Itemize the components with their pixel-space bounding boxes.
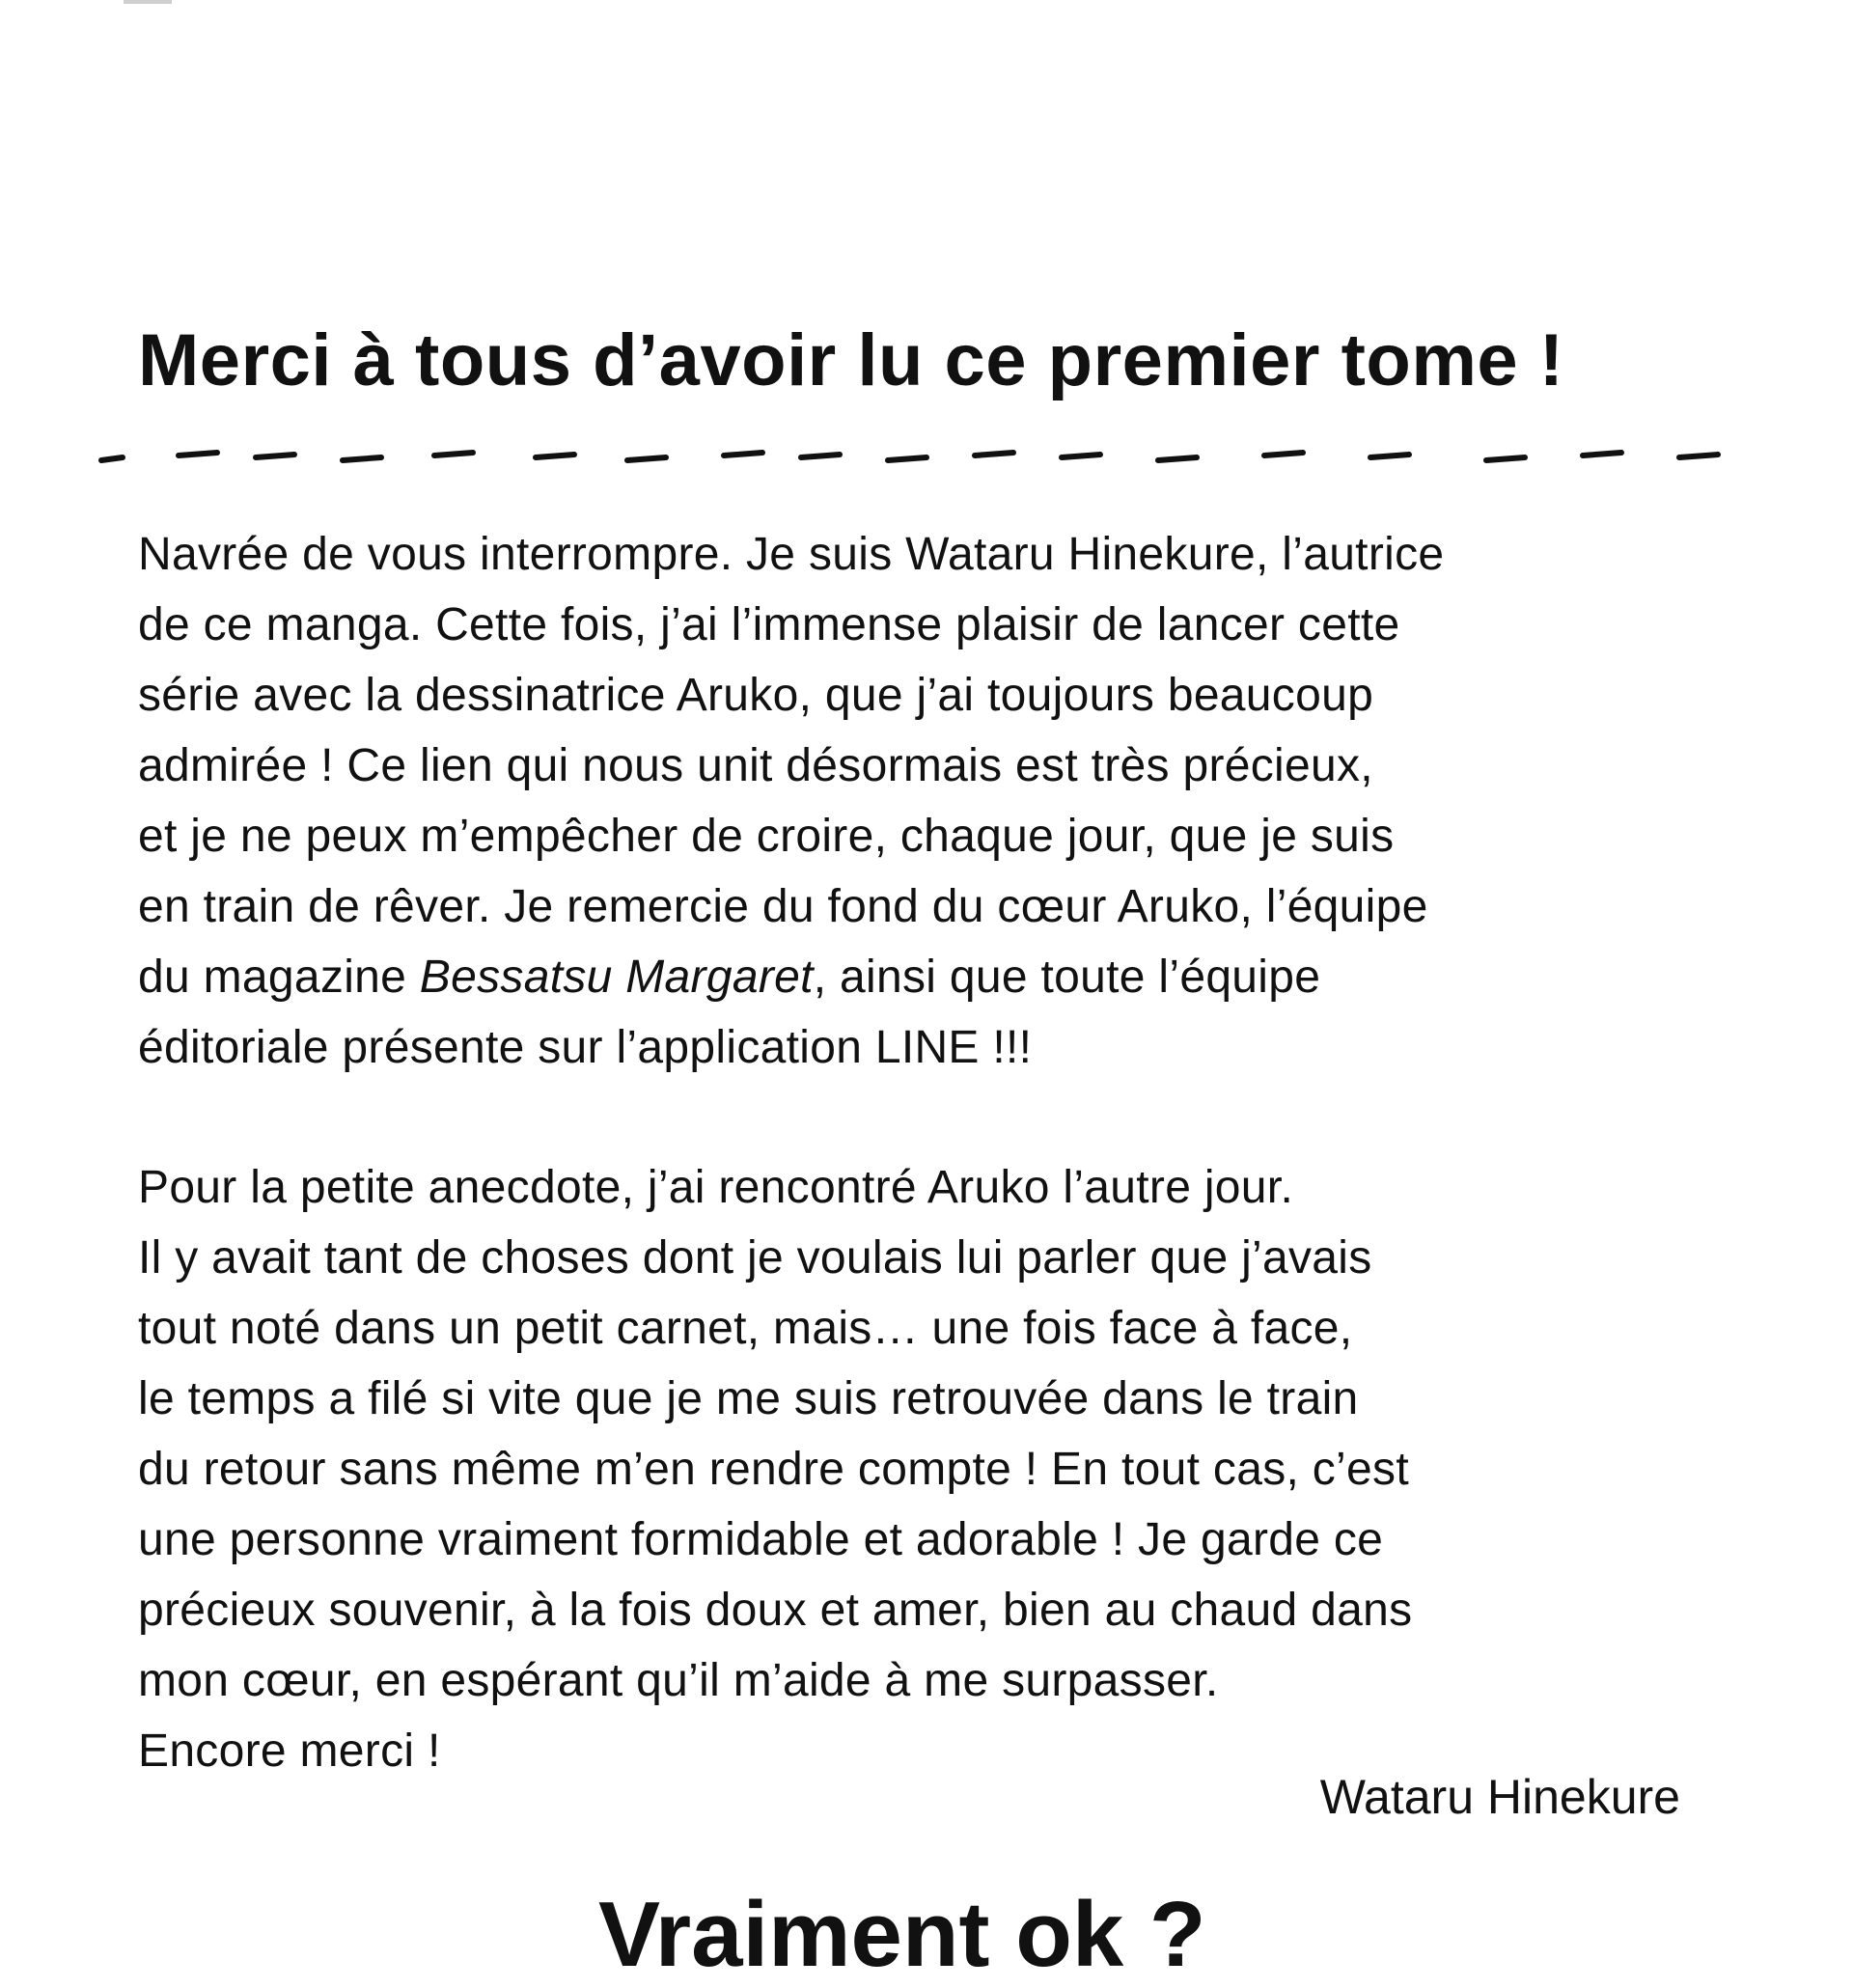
divider-dash (343, 457, 381, 460)
text-segment: , ainsi que toute l’équipe (813, 952, 1321, 1003)
page-edge-mark (124, 0, 172, 4)
text-line: le temps a filé si vite que je me suis retrouvée dans le train (138, 1373, 1359, 1424)
text-line: du retour sans même m’en rendre compte ! En tout cas, c’est (138, 1444, 1409, 1495)
divider-dash (536, 455, 574, 457)
dashed-divider (97, 434, 1737, 473)
divider-dash (101, 457, 123, 460)
page-title: Merci à tous d’avoir lu ce premier tome ! (138, 319, 1564, 401)
divider-dash (1062, 455, 1100, 457)
divider-dash (627, 457, 666, 460)
divider-dash (1264, 453, 1303, 456)
text-line: admirée ! Ce lien qui nous unit désormais est très précieux, (138, 740, 1373, 791)
text-line: Navrée de vous interrompre. Je suis Wataru Hinekure, l’autrice (138, 529, 1445, 580)
magazine-title: Bessatsu Margaret (419, 952, 814, 1003)
divider-dash (724, 453, 762, 456)
divider-dash (434, 453, 473, 456)
divider-dash (1158, 457, 1197, 460)
divider-dash (1486, 457, 1525, 460)
divider-dash (1583, 453, 1621, 456)
divider-dash (1679, 455, 1718, 457)
divider-dash (179, 453, 217, 456)
signature: Wataru Hinekure (1319, 1770, 1680, 1824)
text-line: mon cœur, en espérant qu’il m’aide à me surpasser. (138, 1655, 1219, 1706)
text-line: éditoriale présente sur l’application LINE !!! (138, 1022, 1033, 1073)
text-line: précieux souvenir, à la fois doux et amer, bien au chaud dans (138, 1585, 1413, 1636)
text-line: série avec la dessinatrice Aruko, que j’ai toujours beaucoup (138, 670, 1374, 721)
divider-dash (801, 455, 840, 457)
text-line: de ce manga. Cette fois, j’ai l’immense plaisir de lancer cette (138, 599, 1400, 650)
text-line: Pour la petite anecdote, j’ai rencontré Aruko l’autre jour. (138, 1162, 1294, 1213)
divider-dash (1370, 455, 1409, 457)
divider-dash (975, 453, 1013, 456)
text-line (138, 951, 1320, 1004)
text-line: Il y avait tant de choses dont je voulais lui parler que j’avais (138, 1232, 1372, 1284)
text-segment: du magazine (138, 952, 420, 1003)
divider-dash (888, 457, 926, 460)
next-page-heading: Vraiment ok ? (598, 1883, 1206, 1986)
text-line: Encore merci ! (138, 1726, 441, 1777)
text-line: en train de rêver. Je remercie du fond du cœur Aruko, l’équipe (138, 881, 1428, 932)
text-line: une personne vraiment formidable et adorable ! Je garde ce (138, 1514, 1384, 1565)
text-line: tout noté dans un petit carnet, mais… une fois face à face, (138, 1303, 1353, 1354)
text-line: et je ne peux m’empêcher de croire, chaque jour, que je suis (138, 811, 1395, 862)
divider-dash (256, 455, 294, 457)
